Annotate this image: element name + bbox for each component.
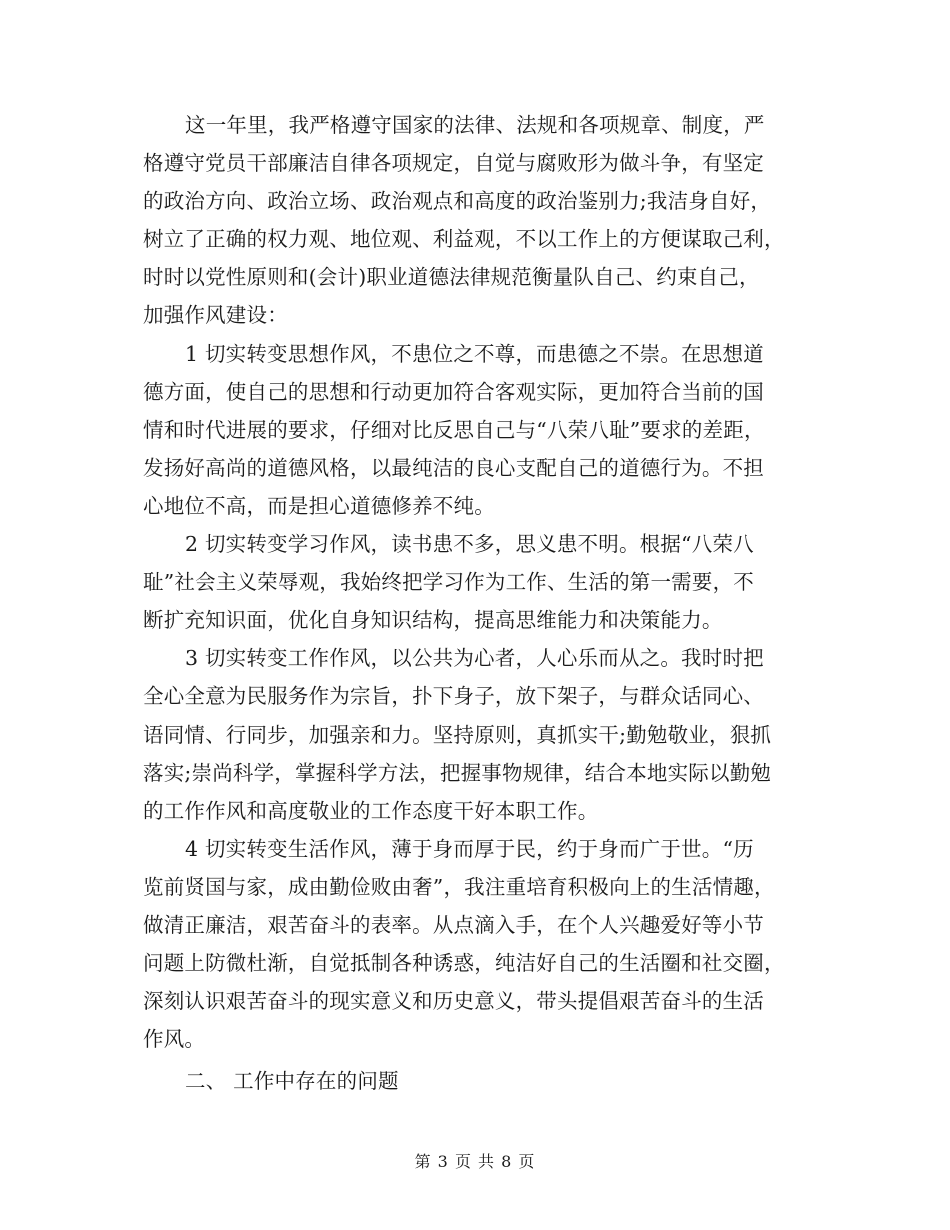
- text-line: 1 切实转变思想作风，不患位之不尊，而患德之不崇。在思想道: [185, 341, 764, 366]
- text-line: 3 切实转变工作作风，以公共为心者，人心乐而从之。我时时把: [185, 646, 764, 671]
- paragraph-intro: [143, 106, 803, 335]
- text-line: 深刻认识艰苦奋斗的现实意义和历史意义，带头提倡艰苦奋斗的生活: [143, 989, 764, 1014]
- text-line: 这一年里，我严格遵守国家的法律、法规和各项规章、制度，严: [185, 113, 765, 137]
- text-line: 全心全意为民服务作为宗旨，扑下身子，放下架子，与群众话同心、: [143, 684, 764, 709]
- text-line: 德方面，使自己的思想和行动更加符合客观实际，更加符合当前的国: [143, 379, 764, 404]
- text-line: 加强作风建设：: [143, 303, 288, 328]
- text-line: 2 切实转变学习作风，读书患不多，思义患不明。根据“八荣八: [185, 532, 754, 557]
- text-line: 耻”社会主义荣辱观，我始终把学习作为工作、生活的第一需要，不: [143, 570, 754, 595]
- text-line: 落实;崇尚科学，掌握科学方法，把握事物规律，结合本地实际以勤勉: [143, 760, 772, 785]
- text-line: 情和时代进展的要求，仔细对比反思自己与“八荣八耻”要求的差距，: [143, 417, 765, 442]
- text-line: 语同情、行同步，加强亲和力。坚持原则，真抓实干;勤勉敬业，狠抓: [143, 722, 772, 747]
- paragraph-item-3: [143, 639, 803, 829]
- text-line: 断扩充知识面，优化自身知识结构，提高思维能力和决策能力。: [143, 608, 723, 633]
- section-heading: 二、 工作中存在的问题: [185, 1069, 399, 1094]
- text-line: 心地位不高，而是担心道德修养不纯。: [143, 493, 495, 518]
- text-line: 问题上防微杜渐，自觉抵制各种诱惑，纯洁好自己的生活圈和社交圈，: [143, 951, 785, 976]
- text-line: 格遵守党员干部廉洁自律各项规定，自觉与腐败形为做斗争，有坚定: [143, 151, 764, 176]
- text-line: 作风。: [143, 1027, 206, 1052]
- paragraph-item-4: [143, 830, 803, 1059]
- page-number-footer: 第 3 页 共 8 页: [414, 1152, 536, 1171]
- text-line: 时时以党性原则和(会计)职业道德法律规范衡量队自己、约束自己，: [143, 265, 760, 290]
- text-line: 做清正廉洁，艰苦奋斗的表率。从点滴入手，在个人兴趣爱好等小节: [143, 912, 764, 937]
- text-line: 的政治方向、政治立场、政治观点和高度的政治鉴别力;我洁身自好，: [143, 189, 772, 214]
- text-line: 树立了正确的权力观、地位观、利益观，不以工作上的方便谋取己利，: [143, 227, 785, 252]
- text-line: 4 切实转变生活作风，薄于身而厚于民，约于身而广于世。“历: [185, 836, 754, 861]
- document-body: [143, 106, 803, 1100]
- paragraph-item-2: [143, 525, 803, 639]
- text-line: 的工作作风和高度敬业的工作态度干好本职工作。: [143, 798, 599, 823]
- text-line: 发扬好高尚的道德风格，以最纯洁的良心支配自己的道德行为。不担: [143, 455, 764, 480]
- paragraph-item-1: [143, 335, 803, 525]
- text-line: 览前贤国与家，成由勤俭败由奢”，我注重培育积极向上的生活情趣，: [143, 874, 775, 899]
